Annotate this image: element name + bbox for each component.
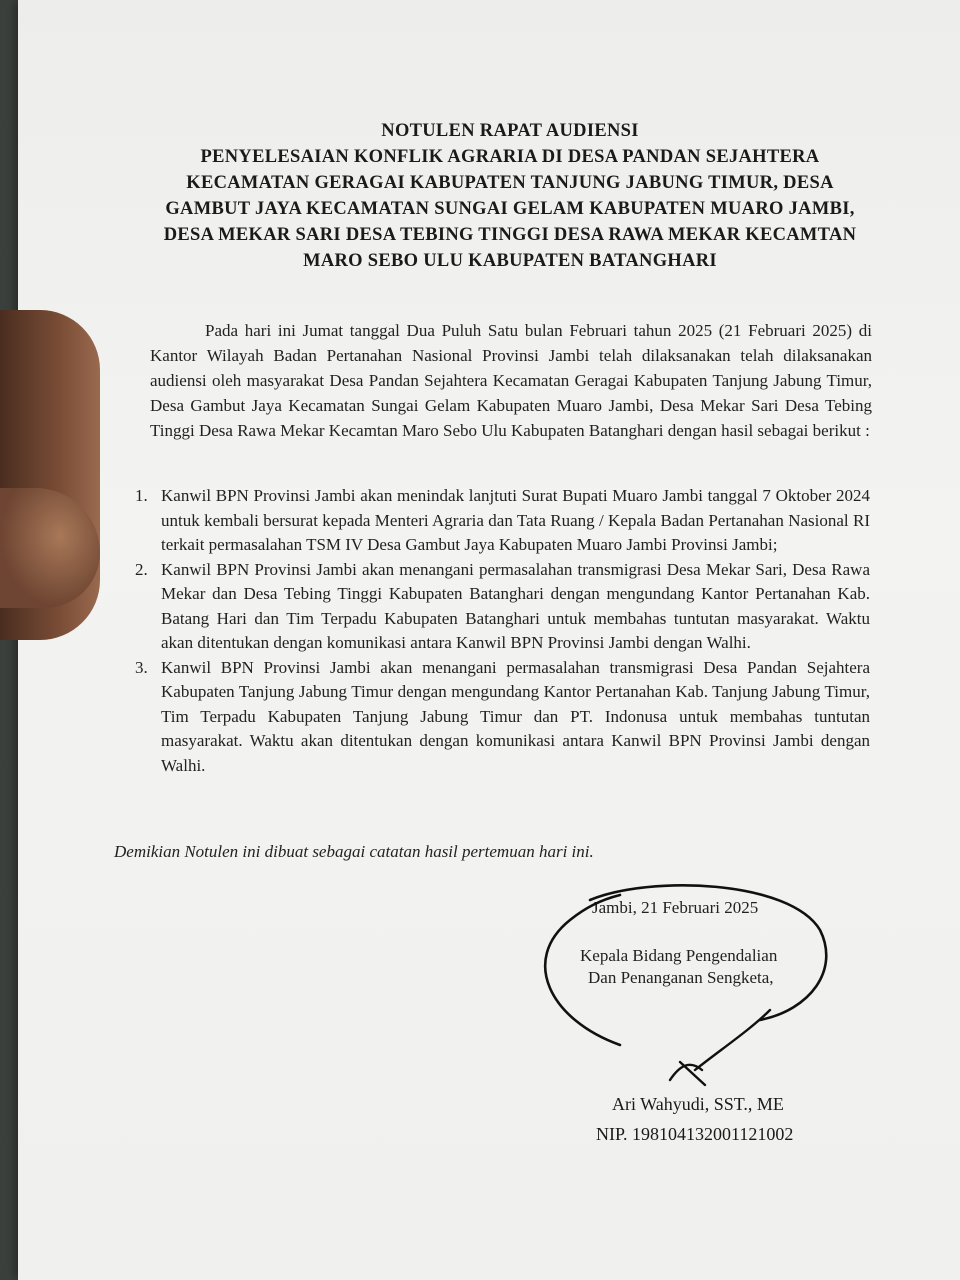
- signatory-nip: NIP. 198104132001121002: [596, 1124, 794, 1144]
- item-number: 1.: [135, 486, 148, 505]
- item-number: 2.: [135, 559, 148, 579]
- intro-text: Pada hari ini Jumat tanggal Dua Puluh Satu bulan Februari tahun 2025 (21 Februari 2025) di Kantor Wilayah Badan Pertanahan Nasional Provinsi Jambi telah dilaksanakan telah dilaksanakan audiensi oleh masyarakat Desa Pandan Sejahtera Kecamatan Geragai Kabupaten Tanjung Jabung Timur, Desa Gambut Jaya Kecamatan Sungai Gelam Kabupaten Muaro Jambi, Desa Mekar Sari Desa Tebing Tinggi Desa Rawa Mekar Kecamtan Maro Sebo Ulu Kabupaten Batanghari dengan hasil sebagai berikut :: [150, 321, 872, 440]
- item-number: 3.: [135, 657, 148, 677]
- title-line: GAMBUT JAYA KECAMATAN SUNGAI GELAM KABUPATEN MUARO JAMBI,: [165, 199, 855, 219]
- title-line: NOTULEN RAPAT AUDIENSI: [381, 121, 639, 141]
- place-date: Jambi, 21 Februari 2025: [592, 898, 759, 917]
- closing-sentence: Demikian Notulen ini dibuat sebagai catatan hasil pertemuan hari ini.: [114, 842, 594, 861]
- signatory-name: Ari Wahyudi, SST., ME: [612, 1094, 784, 1114]
- document-title: [150, 118, 870, 274]
- handwritten-signature: [530, 870, 850, 1100]
- title-line: PENYELESAIAN KONFLIK AGRARIA DI DESA PANDAN SEJAHTERA: [200, 147, 820, 167]
- item-text: Kanwil BPN Provinsi Jambi akan menangani permasalahan transmigrasi Desa Mekar Sari, Desa Rawa Mekar dan Desa Tebing Tinggi Kabupaten Batanghari dengan mengundang Kantor Pertanahan Kab. Batang Hari dan Tim Terpadu Kabupaten Batanghari untuk membahas tuntutan masyarakat. Waktu akan ditentukan dengan komunikasi antara Kanwil BPN Provinsi Jambi dengan Walhi.: [161, 559, 870, 652]
- list-item: [135, 558, 870, 656]
- list-item: [135, 484, 870, 558]
- title-line: KECAMATAN GERAGAI KABUPATEN TANJUNG JABUNG TIMUR, DESA: [186, 173, 834, 193]
- title-line: MARO SEBO ULU KABUPATEN BATANGHARI: [303, 251, 717, 271]
- position-line: Dan Penanganan Sengketa,: [588, 968, 774, 987]
- title-line: DESA MEKAR SARI DESA TEBING TINGGI DESA RAWA MEKAR KECAMTAN: [163, 225, 857, 245]
- intro-paragraph: [150, 318, 872, 443]
- results-list: [135, 484, 870, 778]
- item-text: Kanwil BPN Provinsi Jambi akan menangani permasalahan transmigrasi Desa Pandan Sejahtera Kabupaten Tanjung Jabung Timur dengan mengundang Kantor Pertanahan Kab. Tanjung Jabung Timur, Tim Terpadu Kabupaten Tanjung Jabung Timur dan PT. Indonusa untuk membahas tuntutan masyarakat. Waktu akan ditentukan dengan komunikasi antara Kanwil BPN Provinsi Jambi dengan Walhi.: [161, 657, 870, 775]
- position-line: Kepala Bidang Pengendalian: [580, 946, 778, 965]
- item-text: Kanwil BPN Provinsi Jambi akan menindak lanjtuti Surat Bupati Muaro Jambi tanggal 7 Oktober 2024 untuk kembali bersurat kepada Menteri Agraria dan Tata Ruang / Kepala Badan Pertanahan Nasional RI terkait permasalahan TSM IV Desa Gambut Jaya Kabupaten Muaro Jambi Provinsi Jambi;: [161, 486, 870, 554]
- list-item: [135, 656, 870, 779]
